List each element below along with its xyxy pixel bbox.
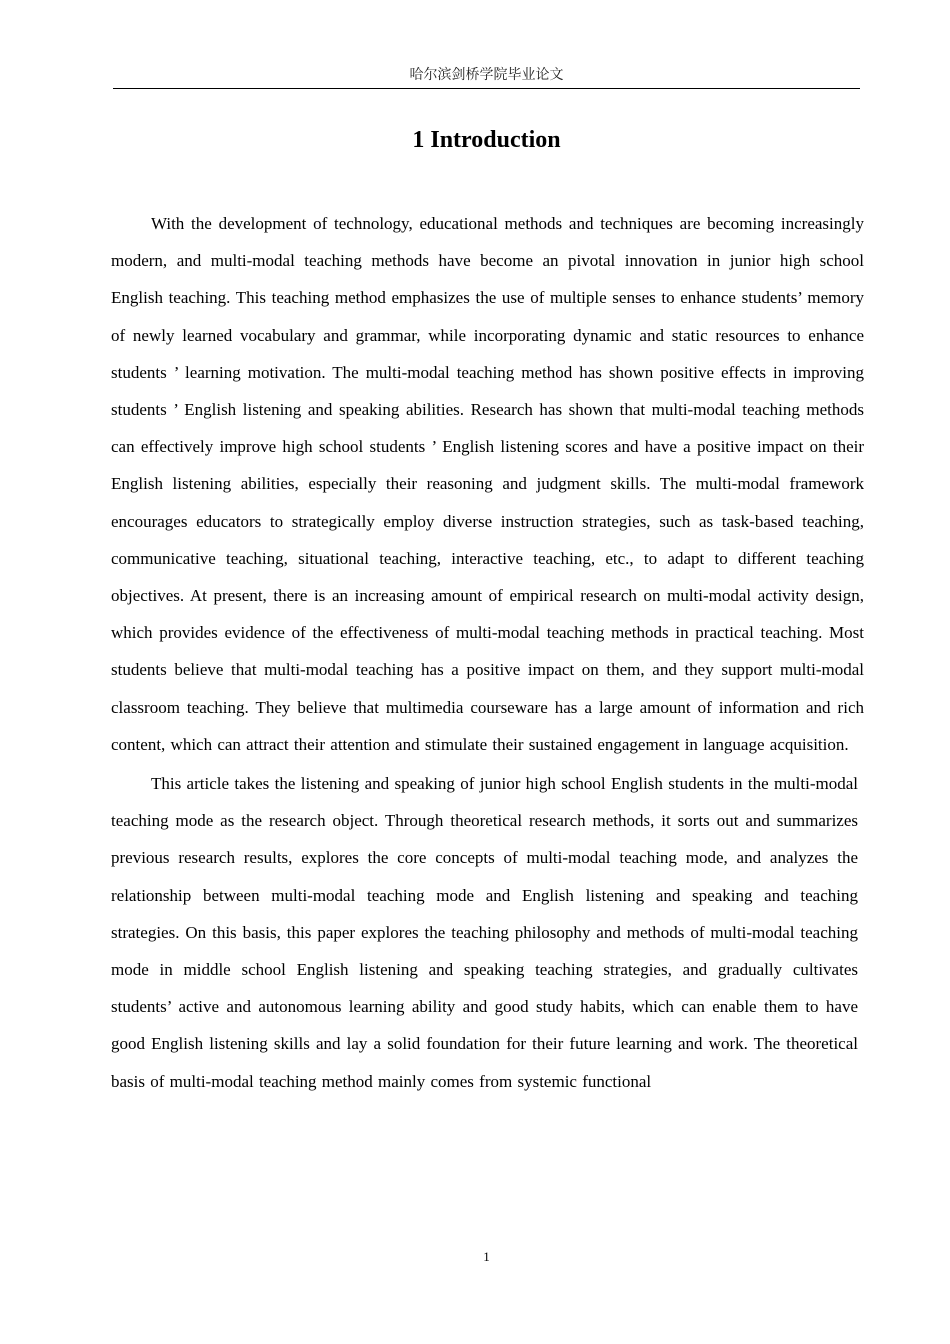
header-rule <box>113 88 860 89</box>
body-paragraph: This article takes the listening and speaking of junior high school English students in the multi-modal teaching mode as the research object. Through theoretical research methods, it sorts out and summarizes previous research results, explores the core concepts of multi-modal teaching mode, and analyzes the relationship between multi-modal teaching mode and English listening and speaking and teaching strategies. On this basis, this paper explores the teaching philosophy and methods of multi-modal teaching mode in middle school English listening and speaking teaching strategies, and gradually cultivates students’ active and autonomous learning ability and good study habits, which can enable them to have good English listening skills and lay a solid foundation for their future learning and work. The theoretical basis of multi-modal teaching method mainly comes from systemic functional <box>111 774 858 1091</box>
chapter-title: 1 Introduction <box>412 127 561 153</box>
body-text <box>111 205 864 1100</box>
running-header: 哈尔滨剑桥学院毕业论文 <box>409 67 564 83</box>
page-number: 1 <box>483 1249 490 1264</box>
body-paragraph: With the development of technology, educational methods and techniques are becoming increasingly modern, and multi-modal teaching methods have become an pivotal innovation in junior high school English teaching. This teaching method emphasizes the use of multiple senses to enhance students’ memory of newly learned vocabulary and grammar, while incorporating dynamic and static resources to enhance students ’ learning motivation. The multi-modal teaching method has shown positive effects in improving students ’ English listening and speaking abilities. Research has shown that multi-modal teaching methods can effectively improve high school students ’ English listening scores and have a positive impact on their English listening abilities, especially their reasoning and judgment skills. The multi-modal framework encourages educators to strategically employ diverse instruction strategies, such as task-based teaching, communicative teaching, situational teaching, interactive teaching, etc., to adapt to different teaching objectives. At present, there is an increasing amount of empirical research on multi-modal activity design, which provides evidence of the effectiveness of multi-modal teaching methods in practical teaching. Most students believe that multi-modal teaching has a positive impact on them, and they support multi-modal classroom teaching. They believe that multimedia courseware has a large amount of information and rich content, which can attract their attention and stimulate their sustained engagement in language acquisition. <box>111 214 864 754</box>
